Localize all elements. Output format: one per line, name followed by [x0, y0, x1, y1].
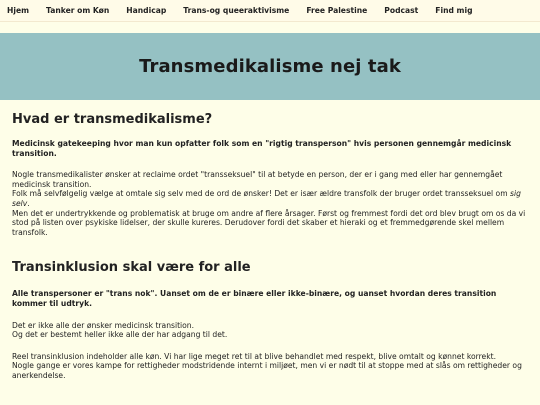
section-transmedikalisme	[12, 112, 528, 237]
page-banner	[0, 33, 540, 100]
section-transinklusion	[12, 260, 528, 380]
section-paragraph	[12, 321, 528, 340]
top-navigation	[0, 0, 540, 22]
section-lead: Alle transpersoner er "trans nok". Uanset om de er binære eller ikke-binære, og uanset hvordan deres transition kommer til udtryk.	[12, 289, 497, 308]
nav-item-tanker-om-koen[interactable]: Tanker om Køn	[46, 6, 110, 15]
paragraph-line: Men det er undertrykkende og problematisk at bruge om andre af flere årsager. Først og fremmest fordi det ord blev brugt om os da vi stod på listen over psykiske lidelser, der skulle kureres. Derudover fordi det skaber et hieraki og et fremmedgørende skel mellem transfolk.	[12, 208, 526, 237]
nav-item-hjem[interactable]: Hjem	[7, 6, 30, 15]
paragraph-line: Det er ikke alle der ønsker medicinsk transition.	[12, 320, 195, 330]
nav-item-podcast[interactable]: Podcast	[384, 6, 419, 15]
section-paragraph	[12, 352, 528, 381]
section-heading: Transinklusion skal være for alle	[12, 260, 251, 276]
nav-item-trans-queeraktivisme[interactable]: Trans-og queeraktivisme	[183, 6, 290, 15]
section-lead: Medicinsk gatekeeping hvor man kun opfatter folk som en "rigtig transperson" hvis personen gennemgår medicinsk transition.	[12, 139, 512, 158]
paragraph-line: Folk må selvfølgelig vælge at omtale sig selv med de ord de ønsker! Det er især ældre transfolk der bruger ordet transseksuel om	[12, 189, 511, 199]
paragraph-line-end: .	[27, 198, 30, 208]
paragraph-line: Nogle transmedikalister ønsker at reclaime ordet "transseksuel" til at betyde en person, der er i gang med eller har gennemgået medicinsk transition.	[12, 170, 503, 189]
nav-item-find-mig[interactable]: Find mig	[435, 6, 473, 15]
paragraph-line: Nogle gange er vores kampe for rettigheder modstridende internt i miljøet, men vi er nødt til at stoppe med at slås om rettigheder og anerkendelse.	[12, 361, 522, 380]
paragraph-line: Og det er bestemt heller ikke alle der har adgang til det.	[12, 330, 228, 340]
paragraph-line: Reel transinklusion indeholder alle køn. Vi har lige meget ret til at blive behandlet med respekt, blive omtalt og kønnet korrekt.	[12, 351, 497, 361]
main-content	[0, 112, 540, 381]
nav-item-free-palestine[interactable]: Free Palestine	[306, 6, 368, 15]
page-title: Transmedikalisme nej tak	[139, 56, 401, 77]
section-paragraph	[12, 170, 528, 237]
emphasis-text: sig selv	[12, 189, 521, 208]
section-heading: Hvad er transmedikalisme?	[12, 112, 213, 127]
nav-item-handicap[interactable]: Handicap	[126, 6, 167, 15]
